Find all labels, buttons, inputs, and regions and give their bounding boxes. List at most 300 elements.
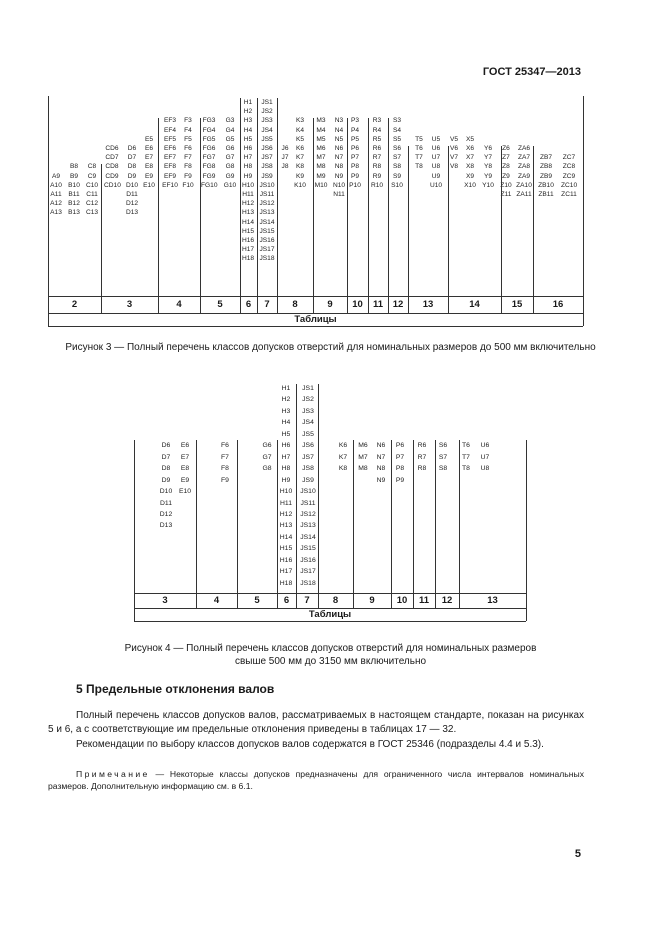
figure-right-border [526,440,527,621]
tolerance-class-cell: E9 [144,172,154,180]
tolerance-class-cell: E5 [144,135,154,143]
tolerance-class-cell: ZC7 [562,154,576,162]
tolerance-class-cell: H18 [279,579,293,587]
tolerance-class-cell: JS7 [261,154,273,162]
table-number: 10 [352,299,363,310]
tolerance-class-cell: ZC9 [562,172,576,180]
tolerance-class-cell: JS9 [261,172,273,180]
tolerance-class-cell: N11 [333,191,345,198]
tolerance-class-cell: JS6 [302,442,314,450]
tolerance-class-cell: X9 [465,172,475,180]
tolerance-class-cell: F8 [184,163,192,171]
tolerance-class-cell: EF5 [163,135,177,143]
tolerance-class-cell: N4 [334,126,344,134]
tolerance-class-cell: K6 [338,442,348,450]
tolerance-class-cell: D6 [127,145,137,152]
tolerance-class-cell: D13 [125,209,139,217]
tolerance-class-cell: H1 [281,385,291,392]
tolerance-class-cell: K9 [295,172,305,180]
tolerance-class-cell: J8 [281,163,289,171]
tolerance-class-cell: JS8 [302,465,314,473]
tolerance-class-cell: X8 [465,163,475,171]
tolerance-class-cell: S7 [392,154,402,162]
tolerance-class-cell: Y9 [483,172,493,180]
tolerance-class-cell: ZC8 [562,163,576,171]
tolerance-class-cell: JS12 [300,510,316,518]
tolerance-class-cell: JS7 [302,453,314,461]
tolerance-class-cell: JS5 [261,135,273,143]
tolerance-class-cell: S5 [392,135,402,143]
table-label: Таблицы [308,609,352,620]
table-number: 12 [392,299,404,310]
tolerance-class-cell: D10 [125,181,139,189]
tolerance-class-cell: JS8 [261,163,273,171]
tolerance-class-cell: JS13 [259,209,275,217]
tolerance-class-cell: G7 [225,154,235,162]
tolerance-class-cell: H10 [279,488,293,496]
tolerance-class-cell: A11 [50,191,62,198]
table-number: 8 [332,595,339,606]
tolerance-class-cell: F7 [184,154,192,162]
tolerance-class-cell: V6 [449,145,459,152]
tolerance-class-cell: FG6 [202,145,216,152]
tolerance-class-cell: FG10 [201,181,218,189]
tolerance-class-cell: E8 [180,465,190,473]
column-group-separator [277,440,278,608]
tolerance-class-cell: V8 [449,163,459,171]
tolerance-class-cell: U6 [431,145,441,152]
tolerance-class-cell: H17 [279,568,293,576]
tolerance-class-cell: C12 [85,200,99,208]
tolerance-class-cell: ZB9 [539,172,553,180]
tolerance-class-cell: D7 [161,453,171,461]
tolerance-class-cell: H7 [281,453,291,461]
table-label: Таблицы [294,314,337,325]
tolerance-class-cell: U6 [480,442,490,450]
table-number: 12 [441,595,453,606]
table-number: 11 [372,299,384,310]
tolerance-class-cell: N3 [334,117,344,125]
tolerance-class-cell: U5 [431,135,441,143]
tolerance-class-cell: Z11 [500,191,512,198]
tolerance-class-cell: X5 [465,135,475,143]
tolerance-class-cell: K4 [295,126,305,134]
tolerance-class-cell: M7 [316,154,326,162]
tolerance-class-cell: JS4 [261,126,273,134]
tolerance-class-cell: K8 [338,465,348,473]
tolerance-class-cell: C10 [85,181,99,189]
tolerance-class-cell: E9 [180,476,190,484]
tolerance-class-cell: F4 [184,126,192,134]
tolerance-class-cell: M7 [358,453,368,461]
tolerance-class-cell: EF3 [163,117,177,125]
column-group-separator [459,440,460,608]
tolerance-class-cell: M6 [358,442,368,450]
tolerance-class-cell: H3 [281,407,291,415]
tolerance-class-cell: K10 [294,181,306,189]
section-paragraph-2: Рекомендации по выбору классов допусков валов содержатся в ГОСТ 25346 (подразделы 4.4 и 5.3). [76,739,544,750]
table-number: 10 [396,595,408,606]
tolerance-class-cell: JS17 [259,246,275,254]
table-number: 9 [327,299,333,310]
tolerance-class-cell: H6 [243,145,253,152]
tolerance-class-cell: F9 [221,476,229,484]
tolerance-class-cell: S8 [392,163,402,171]
tolerance-class-cell: Z9 [502,172,510,180]
tolerance-class-cell: H10 [241,181,255,189]
table-number: 9 [369,595,375,606]
tolerance-class-cell: B12 [68,200,80,208]
tolerance-class-cell: P7 [350,154,360,162]
tolerance-class-cell: J7 [281,154,289,162]
tolerance-class-cell: FG9 [202,172,216,180]
tolerance-class-cell: P8 [395,465,405,473]
tolerance-class-cell: JS18 [300,579,316,587]
tolerance-class-cell: JS3 [302,407,314,415]
tolerance-class-cell: F6 [221,442,229,450]
tolerance-class-cell: H7 [243,154,253,162]
figure-3-caption: Рисунок 3 — Полный перечень классов допусков отверстий для номинальных размеров до 500 мм включительно [65,342,596,353]
tolerance-class-cell: EF10 [162,181,178,189]
tolerance-class-cell: H15 [241,227,255,235]
table-band-bottom-line [134,621,526,622]
tolerance-class-cell: JS5 [302,430,314,438]
tolerance-class-cell: H12 [279,510,293,518]
tolerance-class-cell: H14 [241,218,255,226]
tolerance-class-cell: T8 [462,465,470,473]
tolerance-class-cell: ZA11 [516,191,532,198]
tolerance-class-cell: C13 [85,209,99,217]
tolerance-class-cell: U7 [480,453,490,461]
tolerance-class-cell: R7 [417,453,427,461]
tolerance-class-cell: H4 [281,419,291,427]
table-number: 13 [487,595,498,606]
tolerance-class-cell: P9 [350,172,360,180]
tolerance-class-cell: R3 [372,117,382,125]
tolerance-class-cell: S6 [392,145,402,152]
tolerance-class-cell: F8 [221,465,229,473]
tolerance-class-cell: R9 [372,172,382,180]
tolerance-class-cell: R6 [417,442,427,450]
tolerance-class-cell: A10 [50,181,62,189]
tolerance-class-cell: V5 [449,135,459,143]
tolerance-class-cell: JS6 [261,145,273,152]
tolerance-class-cell: H11 [242,191,254,198]
table-number: 3 [126,299,133,310]
tolerance-class-cell: G4 [225,126,235,134]
tolerance-class-cell: H16 [279,556,293,564]
tolerance-class-cell: JS14 [259,218,275,226]
tolerance-class-cell: JS16 [300,556,316,564]
tolerance-class-cell: S8 [438,465,448,473]
table-number: 6 [245,299,252,310]
tolerance-class-cell: JS11 [259,191,275,198]
tolerance-class-cell: U8 [480,465,490,473]
tolerance-class-cell: ZA6 [517,145,531,152]
tolerance-class-cell: D12 [159,510,173,518]
tolerance-class-cell: ZA10 [516,181,532,189]
tolerance-class-cell: Z10 [500,181,512,189]
tolerance-class-cell: ZC11 [561,191,577,198]
tolerance-class-cell: J6 [281,145,289,152]
column-group-separator [435,440,436,608]
tolerance-class-cell: D11 [126,191,138,198]
tolerance-class-cell: E6 [180,442,190,450]
tolerance-class-cell: CD10 [104,181,121,189]
tolerance-class-cell: G6 [262,442,272,450]
tolerance-class-cell: M8 [316,163,326,171]
tolerance-class-cell: K3 [295,117,305,125]
tolerance-class-cell: E10 [178,488,192,496]
table-number: 16 [552,299,564,310]
note-label: Примечание [76,769,150,779]
tolerance-class-cell: JS11 [300,499,316,507]
tolerance-class-cell: H9 [281,476,291,484]
tolerance-class-cell: EF4 [163,126,177,134]
tolerance-class-cell: FG7 [202,154,216,162]
section-heading: 5 Предельные отклонения валов [76,682,275,696]
tolerance-class-cell: S9 [392,172,402,180]
table-number: 7 [264,299,270,310]
tolerance-class-cell: JS12 [259,200,275,208]
tolerance-class-cell: B11 [68,191,80,198]
tolerance-class-cell: H18 [241,255,255,263]
tolerance-class-cell: K6 [295,145,305,152]
tolerance-class-cell: D10 [159,488,173,496]
table-number: 14 [469,299,480,310]
tolerance-class-cell: E6 [144,145,154,152]
tolerance-class-cell: JS15 [300,545,316,553]
tolerance-class-cell: G8 [262,465,272,473]
tolerance-class-cell: K8 [295,163,305,171]
tolerance-class-cell: N6 [334,145,344,152]
tolerance-class-cell: EF6 [163,145,177,152]
table-number: 2 [71,299,78,310]
tolerance-class-cell: CD7 [105,154,119,162]
tolerance-class-cell: ZB8 [539,163,553,171]
tolerance-class-cell: S7 [438,453,448,461]
tolerance-class-cell: R10 [370,181,384,189]
tolerance-class-cell: CD9 [105,172,119,180]
tolerance-class-cell: P8 [350,163,360,171]
table-number: 7 [304,595,310,606]
tolerance-class-cell: G6 [225,145,235,152]
tolerance-class-cell: G10 [223,181,237,189]
tolerance-class-cell: M6 [316,145,326,152]
tolerance-class-cell: V7 [449,154,459,162]
tolerance-class-cell: F9 [184,172,192,180]
tolerance-class-cell: D9 [161,476,171,484]
tolerance-class-cell: F5 [184,135,192,143]
tolerance-class-cell: H14 [279,533,293,541]
tolerance-class-cell: U8 [431,163,441,171]
table-number: 5 [254,595,260,606]
tolerance-class-cell: CD6 [105,145,119,152]
tolerance-class-cell: P3 [350,117,360,125]
tolerance-class-cell: K7 [295,154,305,162]
figure-4-caption-line1: Рисунок 4 — Полный перечень классов допусков отверстий для номинальных размеров [124,643,537,654]
tolerance-class-cell: H3 [243,117,253,125]
tolerance-class-cell: R7 [372,154,382,162]
tolerance-class-cell: M3 [316,117,326,125]
tolerance-class-cell: ZA7 [517,154,531,162]
tolerance-class-cell: N9 [376,476,386,484]
tolerance-class-cell: R6 [372,145,382,152]
tolerance-class-cell: ZC10 [561,181,578,189]
tolerance-class-cell: K7 [338,453,348,461]
tolerance-class-cell: N10 [332,181,346,189]
tolerance-class-cell: H8 [281,465,291,473]
tolerance-class-cell: N7 [334,154,344,162]
tolerance-class-cell: S6 [438,442,448,450]
tolerance-class-cell: F7 [221,453,229,461]
tolerance-class-cell: P4 [350,126,360,134]
tolerance-class-cell: M8 [358,465,368,473]
tolerance-class-cell: A12 [50,200,62,208]
tolerance-class-cell: Y7 [483,154,493,162]
table-number: 5 [217,299,223,310]
tolerance-class-cell: U9 [431,172,441,180]
tolerance-class-cell: T6 [415,145,423,152]
tolerance-class-cell: H9 [243,172,253,180]
tolerance-class-cell: P9 [395,476,405,484]
tolerance-class-cell: S10 [391,181,403,189]
tolerance-class-cell: D8 [161,465,171,473]
tolerance-class-cell: T5 [415,135,423,143]
tolerance-class-cell: JS16 [259,237,275,244]
tolerance-class-cell: JS2 [302,396,314,404]
column-group-separator [196,440,197,608]
tolerance-class-cell: JS9 [302,476,314,484]
tolerance-class-cell: M5 [316,135,326,143]
tolerance-class-cell: H11 [280,499,292,507]
column-group-separator [318,384,319,608]
tolerance-class-cell: G5 [225,135,235,143]
tolerance-class-cell: JS18 [259,255,275,263]
tolerance-class-cell: U7 [431,154,441,162]
tolerance-class-cell: N7 [376,453,386,461]
tolerance-class-cell: T8 [415,163,423,171]
tolerance-class-cell: Z6 [502,145,510,152]
column-group-separator [237,440,238,608]
tolerance-class-cell: JS2 [261,108,273,116]
table-band-top-line [134,593,526,594]
tolerance-class-cell: R8 [417,465,427,473]
figure-left-border [134,440,135,621]
tolerance-class-cell: F3 [184,117,192,125]
document-header: ГОСТ 25347—2013 [482,66,581,78]
tolerance-class-cell: N5 [334,135,344,143]
tolerance-class-cell: B8 [69,163,79,171]
tolerance-class-cell: D6 [161,442,171,450]
tolerance-class-cell: A13 [50,209,62,217]
tolerance-class-cell: P6 [350,145,360,152]
table-number: 4 [176,299,182,310]
tolerance-class-cell: JS15 [259,227,275,235]
tolerance-class-cell: B13 [68,209,80,217]
tolerance-class-cell: N6 [376,442,386,450]
tolerance-class-cell: R5 [372,135,382,143]
tolerance-class-cell: N9 [334,172,344,180]
tolerance-class-cell: H13 [279,522,293,530]
tolerance-class-cell: H2 [243,108,253,116]
tolerance-class-cell: D11 [160,499,172,507]
tolerance-class-cell: S4 [392,126,402,134]
tolerance-class-cell: E8 [144,163,154,171]
tolerance-class-cell: E7 [144,154,154,162]
column-group-separator [296,384,297,608]
tolerance-class-cell: G7 [262,453,272,461]
tolerance-class-cell: M10 [314,181,328,189]
tolerance-class-cell: E7 [180,453,190,461]
table-number: 6 [283,595,290,606]
tolerance-class-cell: C9 [87,172,97,180]
tolerance-class-cell: H17 [241,246,255,254]
tolerance-class-cell: S3 [392,117,402,125]
tolerance-class-cell: X6 [465,145,475,152]
tolerance-class-cell: H6 [281,442,291,450]
tolerance-class-cell: H5 [281,430,291,438]
tolerance-class-cell: D9 [127,172,137,180]
tolerance-class-cell: H2 [281,396,291,404]
tolerance-class-cell: X10 [464,181,476,189]
tolerance-class-cell: T7 [462,453,470,461]
table-number: 13 [422,299,434,310]
tolerance-class-cell: JS13 [300,522,316,530]
tolerance-class-cell: JS10 [259,181,275,189]
tolerance-class-cell: C8 [87,163,97,171]
tolerance-class-cell: ZB10 [538,181,554,189]
tolerance-class-cell: ZA8 [517,163,531,171]
tolerance-class-cell: ZB11 [538,191,554,198]
tolerance-class-cell: X7 [465,154,475,162]
tolerance-class-cell: A9 [51,172,61,180]
tolerance-class-cell: P10 [349,181,361,189]
tolerance-class-cell: JS14 [300,533,316,541]
tolerance-class-cell: Z8 [502,163,510,171]
table-number: 8 [292,299,298,310]
tolerance-class-cell: G8 [225,163,235,171]
tolerance-class-cell: JS10 [300,488,316,496]
column-group-separator [353,440,354,608]
figure-4-caption-line2: свыше 500 мм до 3150 мм включительно [234,656,427,667]
tolerance-class-cell: EF7 [163,154,177,162]
tolerance-class-cell: P7 [395,453,405,461]
tolerance-class-cell: H16 [241,237,255,244]
tolerance-class-cell: H1 [243,99,253,106]
tolerance-class-cell: F6 [184,145,192,152]
tolerance-class-cell: H12 [241,200,255,208]
tolerance-class-cell: Y10 [482,181,494,189]
tolerance-class-cell: FG5 [202,135,216,143]
table-number: 3 [162,595,168,606]
tolerance-class-cell: K5 [295,135,305,143]
tolerance-class-cell: JS1 [302,385,314,392]
tolerance-class-cell: D7 [127,154,137,162]
table-number: 4 [213,595,220,606]
table-number: 15 [511,299,523,310]
table-number: 11 [418,595,430,606]
column-group-separator [413,440,414,608]
tolerance-class-cell: T6 [462,442,470,450]
tolerance-class-cell: JS4 [302,419,314,427]
tolerance-class-cell: U10 [429,181,443,189]
tolerance-class-cell: H15 [279,545,293,553]
tolerance-class-cell: R4 [372,126,382,134]
tolerance-class-cell: EF9 [163,172,177,180]
tolerance-class-cell: E10 [143,181,155,189]
tolerance-class-cell: D8 [127,163,137,171]
